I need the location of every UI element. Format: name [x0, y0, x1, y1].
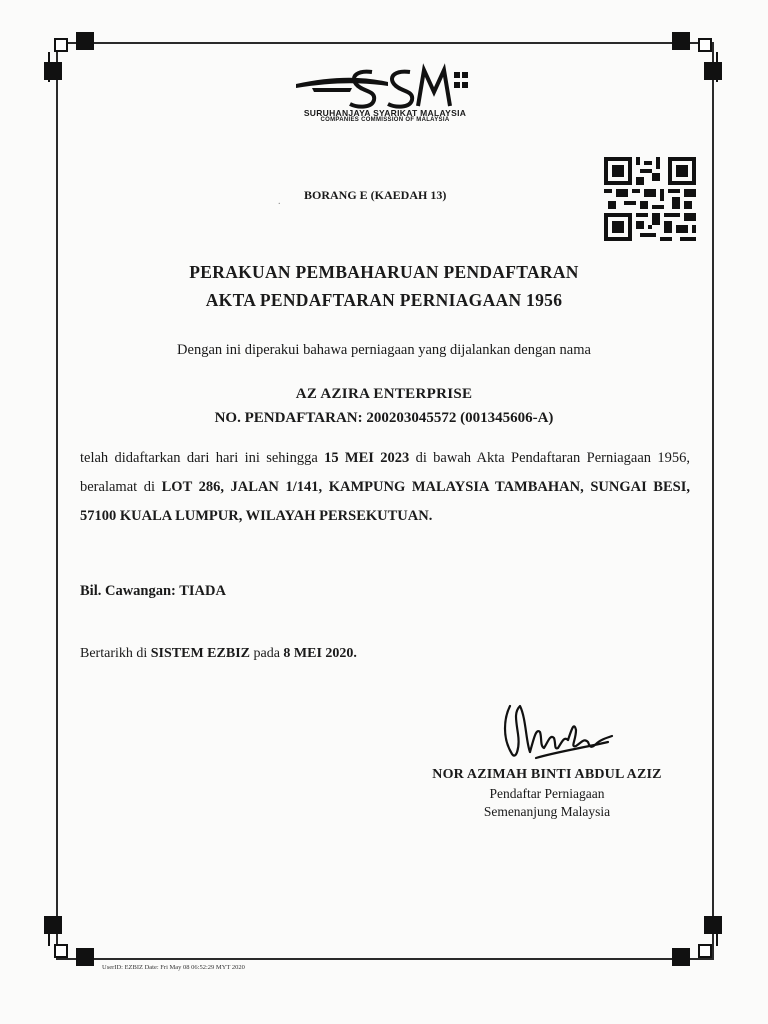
registration-number: NO. PENDAFTARAN: 200203045572 (001345606-A) [214, 410, 554, 426]
body-text-before-date: telah didaftarkan dari hari ini sehingga [80, 450, 325, 466]
org-name-malay: SURUHANJAYA SYARIKAT MALAYSIA [303, 108, 467, 118]
branch-count: Bil. Cawangan: TIADA [80, 583, 226, 599]
form-code: BORANG E (KAEDAH 13) [304, 188, 447, 202]
signatory-name: NOR AZIMAH BINTI ABDUL AZIZ [432, 767, 662, 782]
corner-ornament-top-right [672, 32, 722, 82]
corner-ornament-top-left [44, 32, 94, 82]
body-text-after-date: di bawah Akta Pendaftaran Perniagaan 1956, beralamat di [80, 450, 690, 495]
dated-prefix: Bertarikh di [80, 646, 151, 661]
scan-speck: . [278, 196, 281, 207]
business-address: LOT 286, JALAN 1/141, KAMPUNG MALAYSIA TAMBAHAN, SUNGAI BESI, 57100 KUALA LUMPUR, WILAYAH PERSEKUTUAN. [80, 479, 690, 524]
org-name-english: COMPANIES COMMISSION OF MALAYSIA [320, 117, 450, 123]
certificate-title-line2: AKTA PENDAFTARAN PERNIAGAAN 1956 [205, 290, 563, 310]
certificate-title-line1: PERAKUAN PEMBAHARUAN PENDAFTARAN [189, 262, 579, 282]
registration-body-paragraph [80, 444, 690, 531]
dated-middle: pada [249, 646, 284, 661]
expiry-date: 15 MEI 2023 [324, 450, 410, 466]
signatory-title-line1: Pendaftar Perniagaan [489, 786, 605, 801]
intro-statement: Dengan ini diperakui bahawa perniagaan yang dijalankan dengan nama [177, 342, 591, 358]
dated-statement [80, 646, 357, 662]
issue-date: 8 MEI 2020. [283, 646, 357, 661]
corner-ornament-bottom-right [672, 916, 722, 966]
corner-ornament-bottom-left [44, 916, 94, 966]
issuing-system: SISTEM EZBIZ [150, 646, 250, 661]
footer-user-timestamp: UserID: EZBIZ Date: Fri May 08 06:52:29 MYT 2020 [102, 964, 245, 971]
handwritten-signature [496, 698, 616, 768]
signatory-title-line2: Semenanjung Malaysia [483, 804, 611, 819]
logo-text: SSM [292, 62, 295, 63]
business-name: AZ AZIRA ENTERPRISE [295, 386, 473, 402]
qr-code-icon [604, 156, 696, 242]
